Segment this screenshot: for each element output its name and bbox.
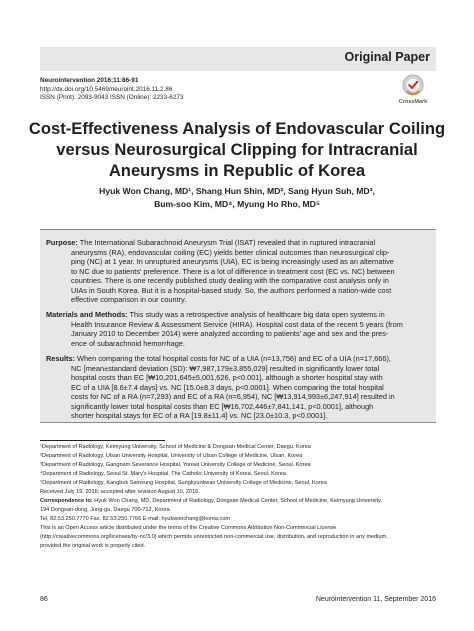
correspondence-label: Correspondence to: bbox=[40, 498, 93, 504]
abstract-text-line: When comparing the total hospital costs for NC of a UIA (n=13,756) and EC of a UIA (n=17,666), bbox=[77, 354, 391, 363]
received-dates: Received July 19, 2016; accepted after revision August 10, 2016. bbox=[40, 489, 200, 495]
crossmark-icon bbox=[402, 74, 424, 98]
title-line: Aneurysms in Republic of Korea bbox=[108, 161, 366, 180]
footnote-divider bbox=[40, 440, 165, 441]
section-label: Materials and Methods: bbox=[46, 310, 128, 319]
issn-line: ISSN (Print): 2093-9043 ISSN (Online): 2233-6273 bbox=[40, 94, 184, 102]
title-line: Cost-Effectiveness Analysis of Endovascular Coiling bbox=[28, 119, 446, 138]
abstract-text-line: This study was a retrospective analysis of healthcare big data open systems in bbox=[129, 310, 385, 319]
abstract-text-line: ping (NC) at 1 year. In unruptured aneurysms (UIA), EC is being increasingly used as an alternative bbox=[71, 257, 394, 267]
footer-journal: Neurointervention 11, September 2016 bbox=[315, 596, 436, 603]
abstract-text-line: UIAs in South Korea. But it is a hospital-based study. So, the authors performed a nation-wide cost bbox=[71, 285, 392, 295]
license-line: provided the original work is properly cited. bbox=[40, 543, 146, 549]
abstract-text-line: effective comparison in our country. bbox=[71, 295, 187, 305]
top-band bbox=[0, 0, 474, 17]
author-line: Bum-soo Kim, MD⁴, Myung Ho Rho, MD⁵ bbox=[154, 198, 320, 209]
abstract-methods bbox=[46, 310, 430, 348]
title-line: versus Neurosurgical Clipping for Intracranial bbox=[56, 140, 418, 159]
abstract-text-line: hospital costs than EC [₩10,201,645±5,001,626, p<0.001], although a shorter hospital stay with bbox=[71, 373, 383, 383]
correspondence bbox=[40, 497, 440, 506]
abstract-text-line: shorter hospital stays for EC of a RA [19.8±11.4] vs. NC [23.0±10.3, p<0.0001]. bbox=[71, 411, 328, 421]
license-line: This is an Open Access article distributed under the terms of the Creative Commons Attribution Non-Commercial License bbox=[40, 525, 337, 531]
author-line: Hyuk Won Chang, MD¹, Shang Hun Shin, MD², Sang Hyun Suh, MD³, bbox=[99, 186, 375, 196]
crossmark-badge[interactable] bbox=[395, 74, 431, 105]
article-type-label: Original Paper bbox=[344, 50, 430, 64]
abstract-text-line: ence of subarachnoid hemorrhage. bbox=[71, 338, 185, 348]
abstract-text-line: costs for NC of a RA (n=7,293) and EC of a RA (n=6,954), NC [₩13,914,993±6,247,914] resulted in bbox=[71, 392, 395, 402]
abstract-box bbox=[40, 229, 436, 423]
doi-link[interactable]: http://dx.doi.org/10.5469/neuroint.2016.11.2.86 bbox=[40, 85, 173, 93]
affiliation: ¹Department of Radiology, Keimyung University, School of Medicine & Dongsan Medical Center, Daegu, Korea bbox=[40, 444, 311, 450]
affiliation: ⁵Department of Radiology, Kangbuk Samsung Hospital, Sungkyunkwan University College of Medicine, Seoul, Korea bbox=[40, 480, 327, 486]
section-label: Results: bbox=[46, 354, 75, 363]
footnotes bbox=[40, 443, 440, 551]
abstract-text-line: January 2010 to December 2014) were analyzed according to patients' age and sex and the pres- bbox=[71, 329, 389, 339]
crossmark-label: CrossMark bbox=[398, 99, 428, 105]
article-title bbox=[20, 118, 454, 181]
author-list bbox=[20, 185, 454, 210]
section-label: Purpose: bbox=[46, 238, 78, 247]
affiliation: ³Department of Radiology, Gangnam Severance Hospital, Yonsei University College of Medicine, Seoul, Korea bbox=[40, 462, 311, 468]
abstract-text-line: significantly lower total hospital costs than EC [₩16,702,446±7,841,141, p<0.0001], although bbox=[71, 401, 374, 411]
abstract-purpose bbox=[46, 238, 430, 305]
abstract-results bbox=[46, 354, 430, 421]
abstract-text-line: NC [mean±standard deviation (SD): ₩7,987,179±3,855,029] resulted in significantly lower total bbox=[71, 363, 380, 373]
page-number: 86 bbox=[40, 596, 48, 603]
abstract-text-line: Health Insurance Review & Assessment Service (HIRA). Hospital cost data of the recent 5 years (from bbox=[71, 319, 403, 329]
correspondence-address: 194 Dongsan-dong, Jung-gu, Daegu 700-712, Korea. bbox=[40, 507, 172, 513]
correspondence-text: Hyuk Won Chang, MD, Department of Radiology, Dongsan Medical Center, School of Medicine, Keimyung University, bbox=[92, 498, 382, 504]
abstract-text-line: aneurysms (RA), endovascular coiling (EC) yields better clinical outcomes than neurosurgical clip- bbox=[71, 247, 390, 257]
abstract-text-line: countries. There is one recently published study dealing with the comparative cost analysis only in bbox=[71, 276, 389, 286]
license-line: (http://creativecommons.org/licenses/by-nc/3.0) which permits unrestricted non-commercial use, distribution, and reproduction in any medium, bbox=[40, 534, 388, 540]
correspondence-contact: Tel. 82.53.250.7770 Fax. 82.53.250.7766 E-mail: hyukwonchang@korea.com bbox=[40, 516, 231, 522]
affiliation: ⁴Department of Radiology, Seoul St. Mary's Hospital, The Catholic University of Korea, Seoul, Korea bbox=[40, 471, 286, 477]
abstract-text-line: to NC due to patients' preference. There is a lot of difference in treatment cost (EC vs. NC) between bbox=[71, 266, 395, 276]
journal-citation: Neurointervention 2016;11:86-91 bbox=[40, 77, 139, 84]
abstract-text-line: EC of a UIA [8.6±7.4 days] vs. NC [15.0±8.3 days, p<0.0001]. When comparing the total hospital bbox=[71, 382, 384, 392]
affiliation: ²Department of Radiology, Ulsan University Hospital, University of Ulsan College of Medicine, Ulsan, Korea bbox=[40, 453, 303, 459]
journal-meta bbox=[40, 77, 184, 103]
abstract-text-line: The International Subarachnoid Aneurysm Trial (ISAT) revealed that in ruptured intracranial bbox=[79, 238, 376, 247]
